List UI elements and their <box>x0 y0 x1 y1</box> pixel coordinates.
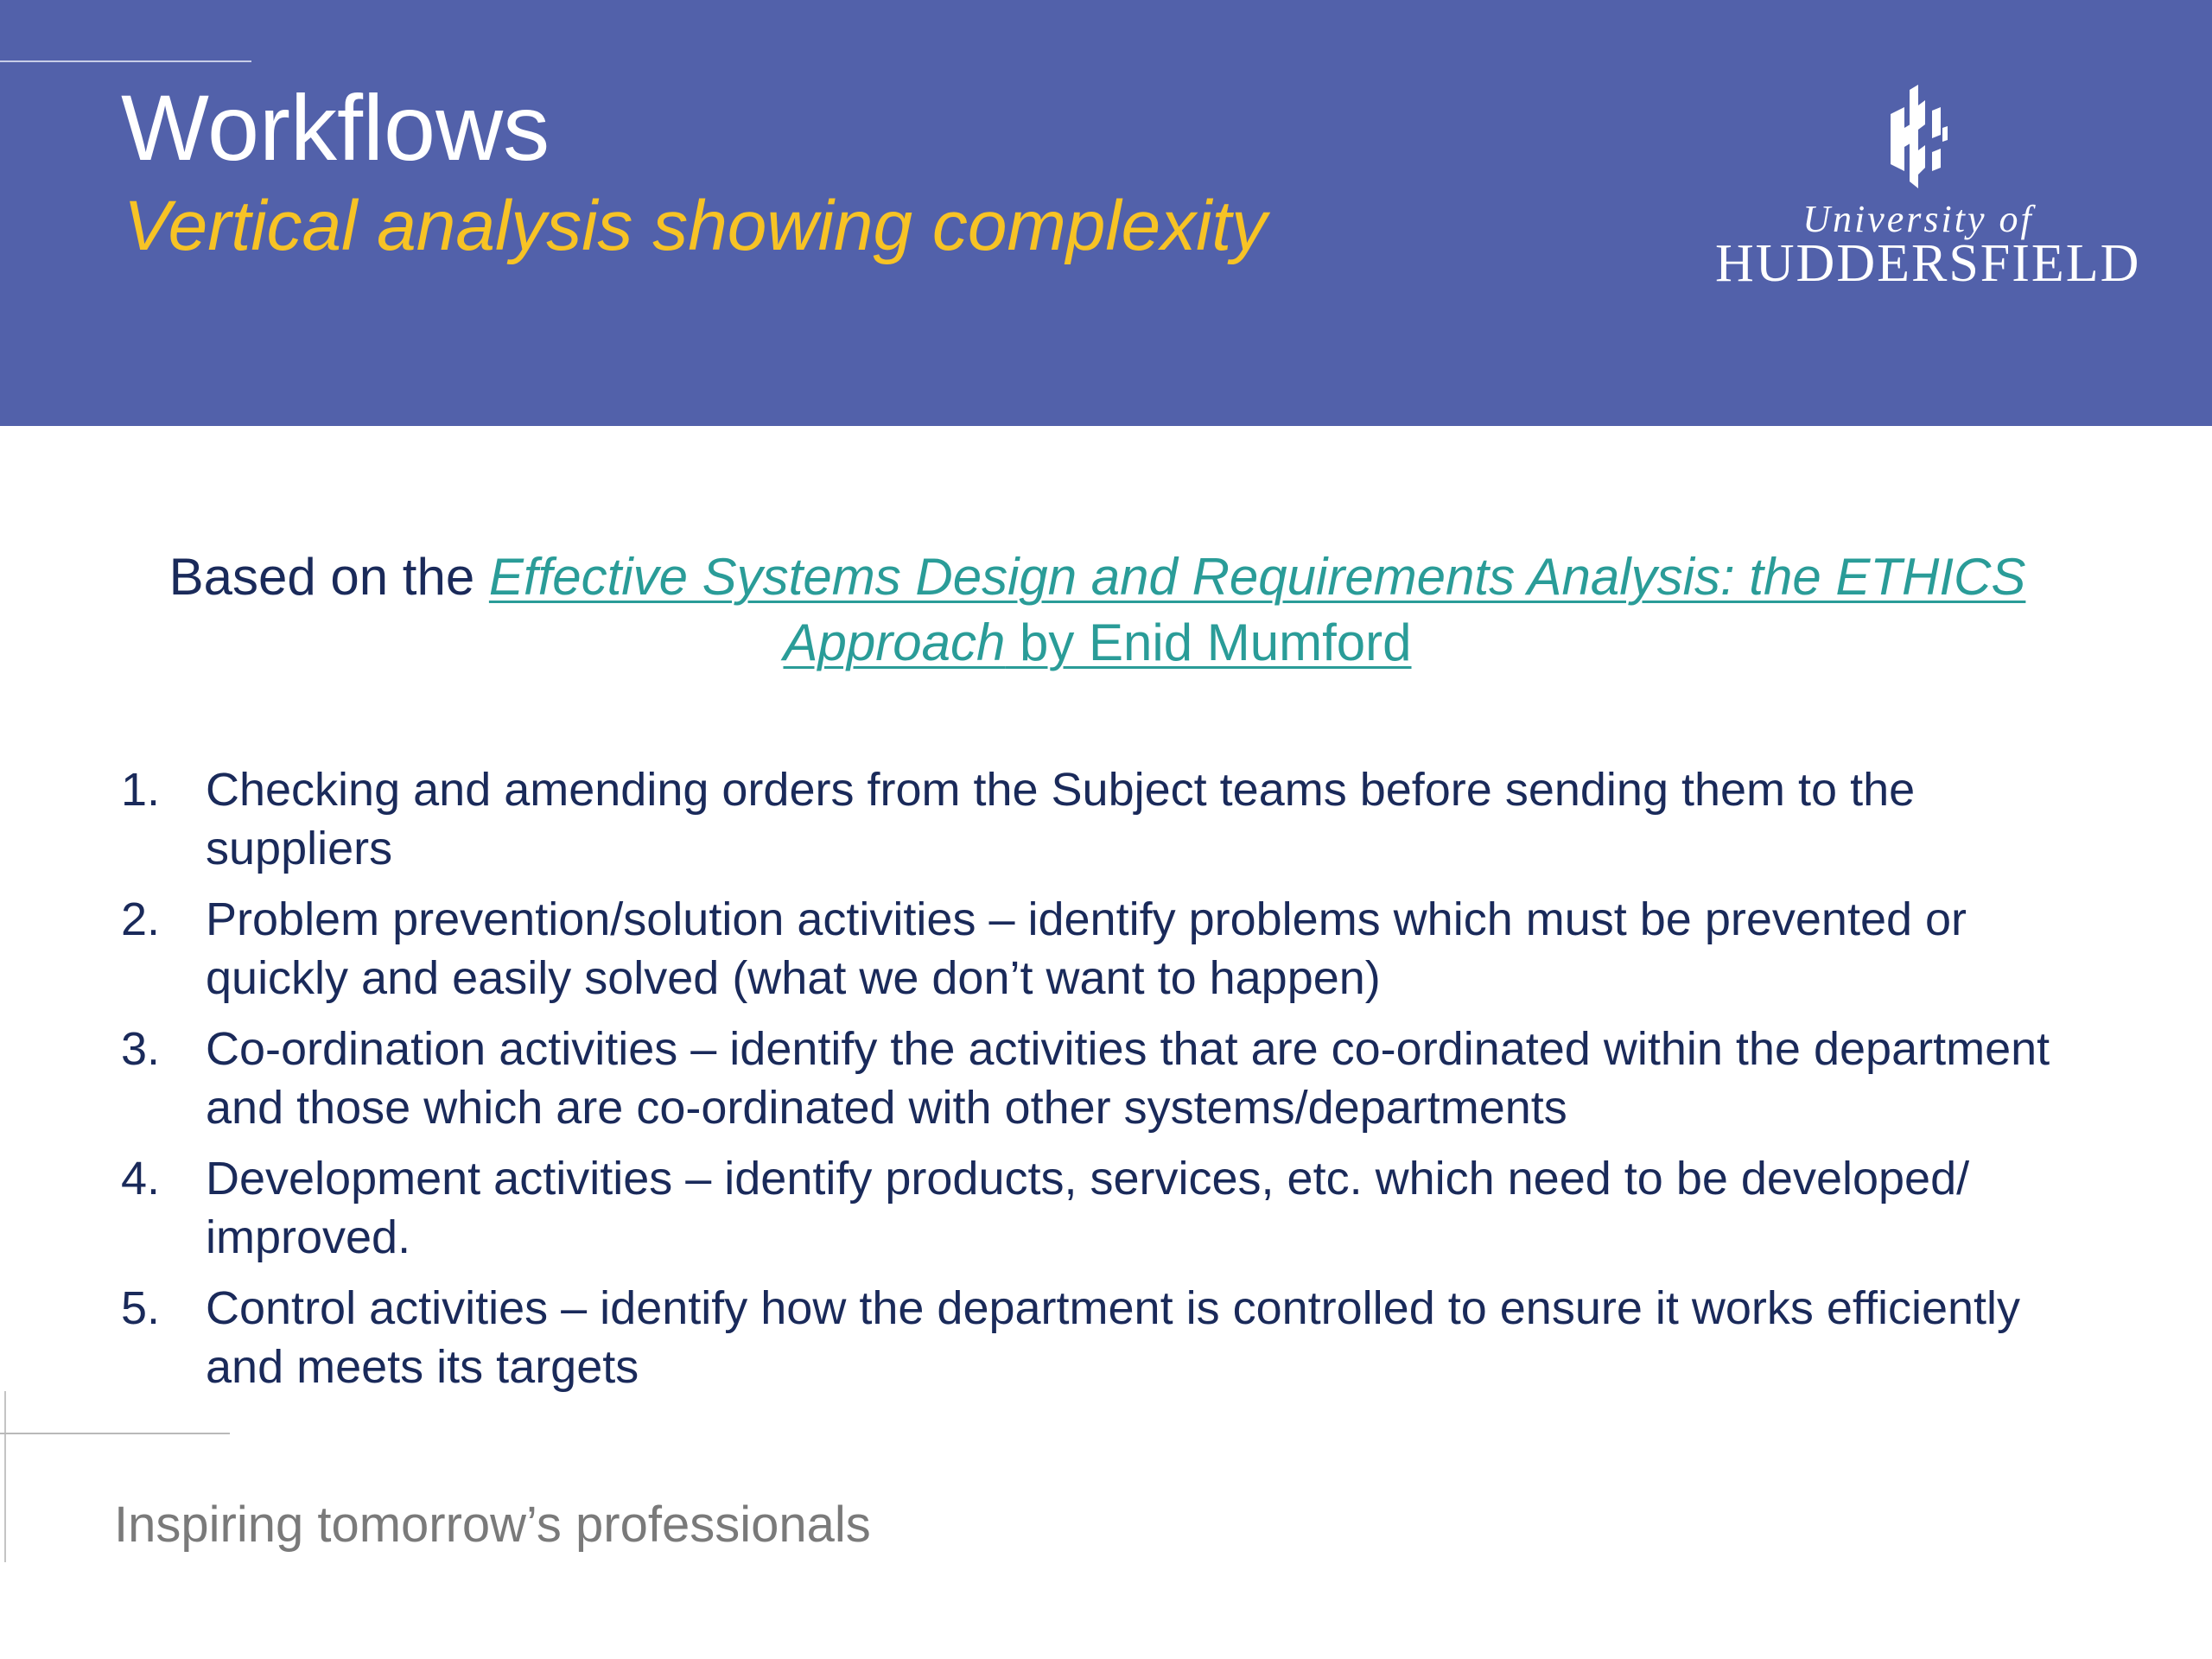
logo-huddersfield: HUDDERSFIELD <box>1715 234 2141 293</box>
footer-horizontal-divider <box>0 1433 230 1434</box>
source-link[interactable] <box>489 548 2026 671</box>
slide-title: Workflows <box>121 75 550 180</box>
list-number: 5. <box>121 1282 161 1334</box>
huddersfield-crest-icon <box>1884 85 1953 188</box>
list-item <box>121 890 2108 1007</box>
list-text: Co-ordination activities – identify the activities that are co-ordinated within the department and those which are co-ordinated with other systems/departments <box>206 1023 2050 1134</box>
workflow-list <box>121 760 2108 1408</box>
list-item <box>121 760 2108 878</box>
list-number: 3. <box>121 1023 161 1075</box>
logo-university-of: University of <box>1802 198 2034 240</box>
university-logo <box>1715 85 2141 301</box>
source-author: by Enid Mumford <box>1005 613 1412 671</box>
list-number: 2. <box>121 893 161 945</box>
slide-header <box>0 0 2212 426</box>
header-divider <box>0 60 251 62</box>
list-text: Problem prevention/solution activities – identify problems which must be prevented or quickly and easily solved (what we don’t want to happen) <box>206 893 1967 1004</box>
list-text: Checking and amending orders from the Subject teams before sending them to the suppliers <box>206 764 1916 874</box>
list-number: 4. <box>121 1153 161 1205</box>
list-text: Control activities – identify how the department is controlled to ensure it works efficiently and meets its targets <box>206 1282 2021 1393</box>
list-item <box>121 1279 2108 1396</box>
list-text: Development activities – identify products, services, etc. which need to be developed/ improved. <box>206 1153 1970 1263</box>
slide-subtitle: Vertical analysis showing complexity <box>124 187 1268 265</box>
list-number: 1. <box>121 764 161 816</box>
source-prefix: Based on the <box>168 548 489 606</box>
footer-tagline: Inspiring tomorrow’s professionals <box>114 1497 871 1553</box>
footer-vertical-divider <box>4 1391 6 1562</box>
list-item <box>121 1020 2108 1137</box>
source-book-title: Effective Systems Design and Requirements Analysis: the ETHICS Approach <box>488 548 2026 671</box>
source-citation <box>156 544 2039 676</box>
list-item <box>121 1149 2108 1267</box>
